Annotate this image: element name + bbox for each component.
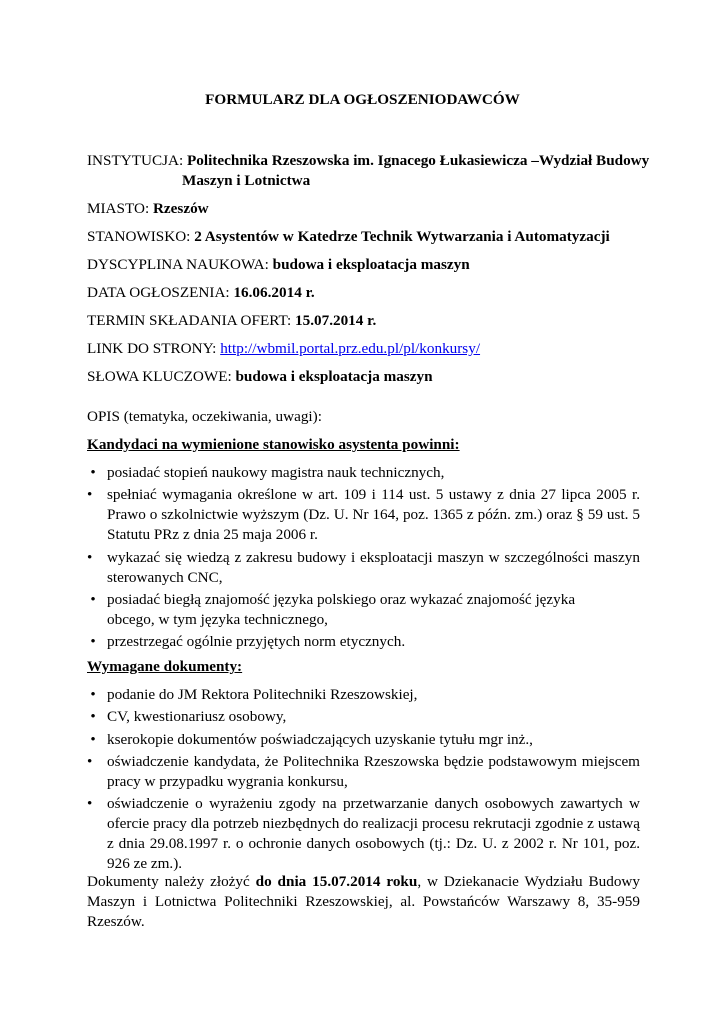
submission-info-paragraph (87, 872, 640, 932)
institution-value: Politechnika Rzeszowska im. Ignacego Łukasiewicza –Wydział Budowy (187, 152, 650, 169)
list-item (87, 730, 640, 750)
list-item (87, 794, 640, 874)
document-title: FORMULARZ DLA OGŁOSZENIODAWCÓW (205, 91, 520, 108)
list-item-text: oświadczenie o wyrażeniu zgody na przetwarzanie danych osobowych zawartych w ofercie pracy dla potrzeb niezbędnych do realizacji procesu rekrutacji zgodnie z ustawą z dnia 29.08.1997 r. o ochronie danych osobowych (tj.: Dz. U. z 2002 r. Nr 101, poz. 926 ze zm.). (107, 795, 640, 873)
website-link[interactable]: http://wbmil.portal.prz.edu.pl/pl/konkursy/ (220, 340, 481, 357)
institution-field (87, 151, 650, 171)
city-value: Rzeszów (152, 200, 209, 217)
list-item-text: oświadczenie kandydata, że Politechnika Rzeszowska będzie podstawowym miejscem pracy w przypadku wygrania konkursu, (107, 752, 640, 790)
submission-info-text-start: Dokumenty należy złożyć (87, 873, 256, 890)
bullet-icon: • (90, 730, 96, 748)
list-item (87, 463, 640, 483)
documents-heading: Wymagane dokumenty: (87, 658, 243, 675)
list-item (87, 632, 640, 652)
discipline-value: budowa i eksploatacja maszyn (272, 256, 470, 273)
deadline-value: 15.07.2014 r. (295, 312, 377, 329)
bullet-icon: • (87, 548, 93, 566)
bullet-icon: • (90, 590, 96, 608)
requirements-heading: Kandydaci na wymienione stanowisko asystenta powinni: (87, 436, 460, 453)
list-item (87, 707, 640, 727)
position-value: 2 Asystentów w Katedrze Technik Wytwarzania i Automatyzacji (194, 228, 610, 245)
list-item-text: wykazać się wiedzą z zakresu budowy i eksploatacji maszyn w szczególności maszyn sterowanych CNC, (107, 548, 640, 586)
institution-label: INSTYTUCJA: (87, 152, 187, 169)
list-item-text: przestrzegać ogólnie przyjętych norm etycznych. (107, 633, 406, 651)
bullet-icon: • (87, 486, 93, 504)
deadline-label: TERMIN SKŁADANIA OFERT: (87, 312, 296, 329)
list-item-text: kserokopie dokumentów poświadczających uzyskanie tytułu mgr inż., (107, 730, 533, 748)
list-item (87, 590, 640, 630)
requirements-list (87, 463, 640, 654)
discipline-field (87, 255, 647, 275)
bullet-icon: • (87, 752, 93, 770)
list-item-text: posiadać stopień naukowy magistra nauk technicznych, (107, 464, 445, 481)
list-item (87, 685, 640, 705)
list-item-text: spełniać wymagania określone w art. 109 i 114 ust. 5 ustawy z dnia 27 lipca 2005 r. Prawo o szkolnictwie wyższym (Dz. U. Nr 164, poz. 1365 z późn. zm.) oraz § 59 ust. 5 Statutu PRz z dnia 25 maja 2006 r. (107, 486, 640, 544)
discipline-label: DYSCYPLINA NAUKOWA: (87, 256, 273, 273)
submission-deadline: do dnia 15.07.2014 roku (255, 873, 418, 890)
deadline-field (87, 311, 647, 331)
announcement-date-value: 16.06.2014 r. (233, 284, 315, 301)
announcement-date-field (87, 283, 647, 303)
list-item-text: posiadać biegłą znajomość języka polskiego oraz wykazać znajomość języka obcego, w tym języka technicznego, (107, 590, 576, 628)
link-label: LINK DO STRONY: (87, 340, 221, 357)
description-label: OPIS (tematyka, oczekiwania, uwagi): (87, 408, 322, 425)
list-item-text: CV, kwestionariusz osobowy, (107, 708, 287, 726)
keywords-value: budowa i eksploatacja maszyn (235, 368, 433, 385)
city-field (87, 199, 647, 219)
bullet-icon: • (90, 464, 96, 481)
list-item (87, 485, 640, 545)
institution-value-continued: Maszyn i Lotnictwa (182, 172, 311, 189)
announcement-date-label: DATA OGŁOSZENIA: (87, 284, 234, 301)
city-label: MIASTO: (87, 200, 153, 217)
bullet-icon: • (87, 795, 93, 813)
bullet-icon: • (90, 708, 96, 726)
link-field (87, 339, 647, 359)
documents-list (87, 685, 640, 876)
keywords-field (87, 367, 647, 387)
bullet-icon: • (90, 686, 96, 703)
list-item (87, 548, 640, 588)
bullet-icon: • (90, 633, 96, 651)
list-item-text: podanie do JM Rektora Politechniki Rzeszowskiej, (107, 686, 418, 703)
keywords-label: SŁOWA KLUCZOWE: (87, 368, 236, 385)
position-label: STANOWISKO: (87, 228, 195, 245)
position-field (87, 227, 647, 247)
list-item (87, 752, 640, 792)
submission-info-text-end: , w Dziekanacie Wydziału Budowy Maszyn i Lotnictwa Politechniki Rzeszowskiej, al. Powstańców Warszawy 8, 35-959 Rzeszów. (87, 873, 640, 930)
